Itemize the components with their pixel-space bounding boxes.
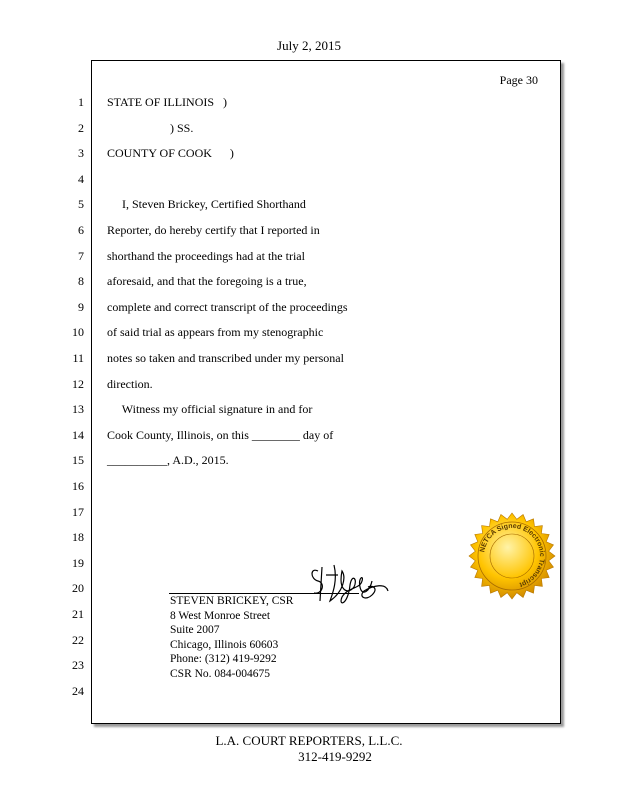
reporter-city: Chicago, Illinois 60603 <box>170 638 279 651</box>
signature-scribble <box>308 561 392 609</box>
line-number: 12 <box>72 376 84 391</box>
reporter-phone: Phone: (312) 419-9292 <box>170 653 277 665</box>
footer-company: L.A. COURT REPORTERS, L.L.C. <box>215 733 403 748</box>
header-date: July 2, 2015 <box>277 38 341 53</box>
transcript-line: COUNTY OF COOK ) <box>107 146 234 161</box>
transcript-line: Cook County, Illinois, on this ________ day of <box>107 427 334 442</box>
line-number: 15 <box>72 453 84 468</box>
transcript-line: Witness my official signature in and for <box>107 402 313 417</box>
transcript-line: ) SS. <box>107 120 194 135</box>
transcript-line: I, Steven Brickey, Certified Shorthand <box>107 197 306 212</box>
line-number: 14 <box>72 427 84 442</box>
line-number: 16 <box>72 479 84 493</box>
line-number: 20 <box>72 581 84 596</box>
page-number: Page 30 <box>499 73 538 87</box>
reporter-suite: Suite 2007 <box>170 624 220 636</box>
transcript-line: notes so taken and transcribed under my personal <box>107 351 344 365</box>
line-number: 5 <box>78 197 84 212</box>
transcript-line: complete and correct transcript of the proceedings <box>107 299 348 314</box>
netca-seal-icon <box>468 512 556 600</box>
transcript-line: of said trial as appears from my stenographic <box>107 325 324 340</box>
footer <box>0 733 618 765</box>
line-number: 2 <box>78 120 84 135</box>
transcript-line: shorthand the proceedings had at the trial <box>107 248 305 263</box>
reporter-address <box>170 594 293 681</box>
seal-text: NETCA Signed Electronic Transcript <box>479 522 546 588</box>
line-number: 22 <box>72 632 84 647</box>
line-number: 17 <box>72 504 84 519</box>
line-number: 9 <box>78 299 84 314</box>
line-number: 10 <box>72 325 84 340</box>
line-number: 19 <box>72 555 84 570</box>
transcript-line: Reporter, do hereby certify that I reported in <box>107 223 320 237</box>
line-number: 23 <box>72 658 84 673</box>
line-number: 21 <box>72 607 84 621</box>
transcript-line: aforesaid, and that the foregoing is a true, <box>107 274 307 289</box>
reporter-csr: CSR No. 084-004675 <box>170 667 270 680</box>
line-number: 3 <box>78 146 84 161</box>
line-number: 13 <box>72 402 84 417</box>
reporter-street: 8 West Monroe Street <box>170 609 271 622</box>
reporter-name: STEVEN BRICKEY, CSR <box>170 595 294 607</box>
line-number: 7 <box>78 248 84 263</box>
line-number: 24 <box>72 683 84 698</box>
line-number: 6 <box>78 223 84 237</box>
line-number: 1 <box>78 95 84 109</box>
line-number: 18 <box>72 530 84 545</box>
line-number: 4 <box>78 171 84 186</box>
transcript-line: direction. <box>107 376 153 391</box>
line-number: 11 <box>72 351 84 365</box>
transcript-line: __________, A.D., 2015. <box>107 453 229 468</box>
transcript-line: STATE OF ILLINOIS ) <box>107 95 228 109</box>
footer-phone: 312-419-9292 <box>298 749 372 764</box>
line-number: 8 <box>78 274 84 289</box>
